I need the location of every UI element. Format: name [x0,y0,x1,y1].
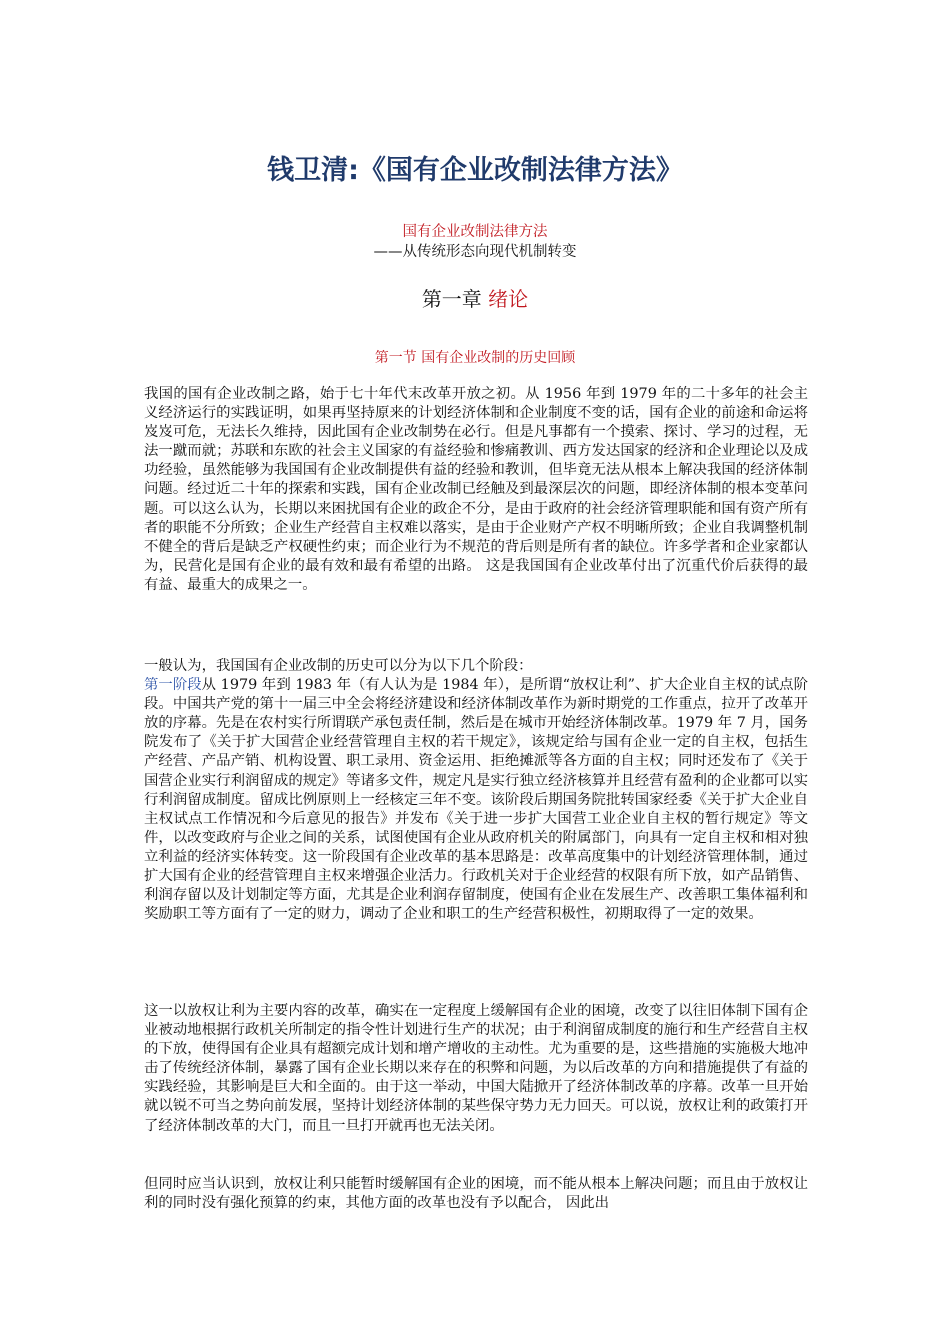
document-title: 钱卫清:《国有企业改制法律方法》 [267,155,683,186]
paragraph-intro: 我国的国有企业改制之路，始于七十年代末改革开放之初。从 1956 年到 1979 年的二十多年的社会主义经济运行的实践证明，如果再坚持原来的计划经济体制和企业制度不变的话，国有企业的前途和命运将岌岌可危，无法长久维持，因此国有企业改制势在必行。但是凡事都有一个摸索、探讨、学习的过程，无法一蹴而就；苏联和东欧的社会主义国家的有益经验和惨痛教训、西方发达国家的经济和企业理论以及成功经验，虽然能够为我国国有企业改制提供有益的经验和教训，但毕竟无法从根本上解决我国的经济体制问题。经过近二十年的探索和实践，国有企业改制已经触及到最深层次的问题，即经济体制的根本变革问题。可以这么认为，长期以来困扰国有企业的政企不分，是由于政府的社会经济管理职能和国有资产所有者的职能不分所致；企业生产经营自主权难以落实，是由于企业财产产权不明晰所致；企业自我调整机制不健全的背后是缺乏产权硬性约束；而企业行为不规范的背后则是所有者的缺位。许多学者和企业家都认为，民营化是国有企业的最有效和最有希望的出路。 这是我国国有企业改革付出了沉重代价后获得的最有益、最重大的成果之一。 [144,386,808,593]
section-title: 第一节 国有企业改制的历史回顾 [374,350,576,366]
stage-one-label: 第一阶段 [144,677,202,694]
chapter-name: 绪论 [488,287,529,311]
chapter-heading [0,283,950,312]
paragraph-stages [144,657,808,924]
paragraph-reform-effects: 这一以放权让利为主要内容的改革，确实在一定程度上缓解国有企业的困境，改变了以往旧体制下国有企业被动地根据行政机关所制定的指令性计划进行生产的状况；由于利润留成制度的施行和生产经营自主权的下放，使得国有企业具有超额完成计划和增产增收的主动性。尤为重要的是，这些措施的实施极大地冲击了传统经济体制，暴露了国有企业长期以来存在的积弊和问题，为以后改革的方向和措施提供了有益的实践经验，其影响是巨大和全面的。由于这一举动，中国大陆掀开了经济体制改革的序幕。改革一旦开始就以锐不可当之势向前发展，坚持计划经济体制的某些保守势力无力回天。可以说，放权让利的政策打开了经济体制改革的大门，而且一旦打开就再也无法关闭。 [144,1003,808,1134]
stage-one-paragraph [144,676,808,924]
subtitle-main: 国有企业改制法律方法 [402,224,548,240]
chapter-number: 第一章 [421,287,482,311]
paragraph-limitations: 但同时应当认识到，放权让利只能暂时缓解国有企业的困境，而不能从根本上解决问题；而且由于放权让利的同时没有强化预算的约束，其他方面的改革也没有予以配合， 因此出 [144,1176,808,1212]
stages-intro-line: 一般认为，我国国有企业改制的历史可以分为以下几个阶段： [144,658,533,674]
subtitle-sub: ——从传统形态向现代机制转变 [373,244,577,260]
stage-one-text: 从 1979 年到 1983 年（有人认为是 1984 年），是所谓“放权让利”、扩大企业自主权的试点阶段。中国共产党的第十一届三中全会将经济建设和经济体制改革作为新时期党的工作重点，拉开了改革开放的序幕。先是在农村实行所谓联产承包责任制，然后是在城市开始经济体制改革。1979 年 7 月，国务院发布了《关于扩大国营企业经营管理自主权的若干规定》，该规定给与国有企业一定的自主权，包括生产经营、产品产销、机构设置、职工录用、资金运用、拒绝摊派等各方面的自主权；同时还发布了《关于国营企业实行利润留成的规定》等诸多文件，规定凡是实行独立经济核算并且经营有盈利的企业都可以实行利润留成制度。留成比例原则上一经核定三年不变。该阶段后期国务院批转国家经委《关于扩大企业自主权试点工作情况和今后意见的报告》并发布《关于进一步扩大国营工业企业自主权的暂行规定》等文件，以改变政府与企业之间的关系，试图使国有企业从政府机关的附属部门，向具有一定自主权和相对独立利益的经济实体转变。这一阶段国有企业改革的基本思路是：改革高度集中的计划经济管理体制，通过扩大国有企业的经营管理自主权来增强企业活力。行政机关对于企业经营的权限有所下放，如产品销售、利润存留以及计划制定等方面，尤其是企业利润存留制度，使国有企业在发展生产、改善职工集体福利和奖励职工等方面有了一定的财力，调动了企业和职工的生产经营积极性，初期取得了一定的效果。 [144,677,808,923]
